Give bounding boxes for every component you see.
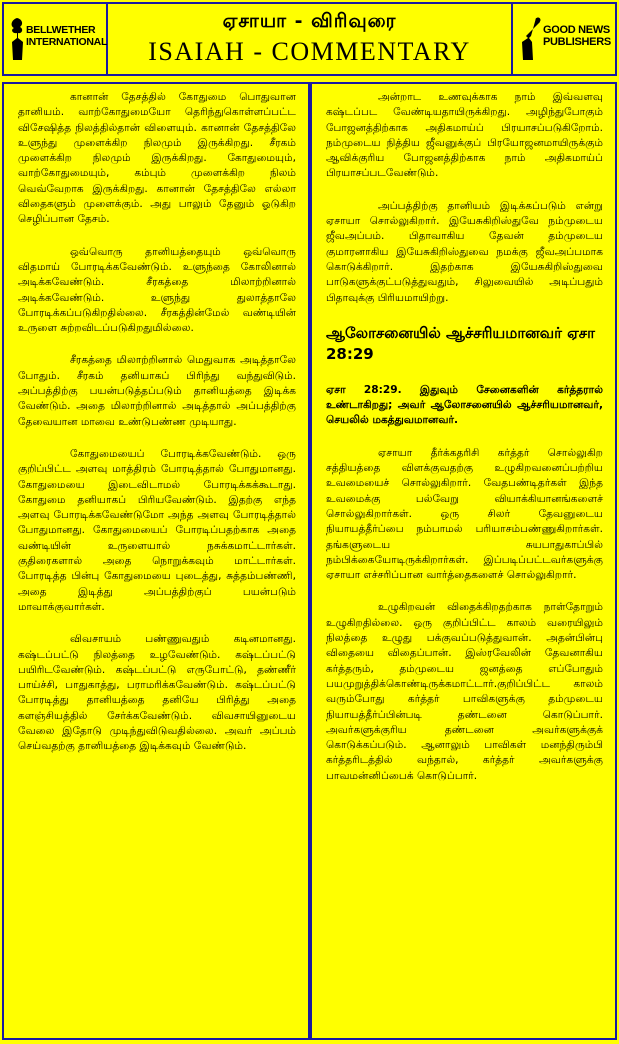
right-column	[310, 82, 617, 1040]
horn-icon	[516, 16, 542, 62]
page-header	[2, 2, 617, 76]
right-paragraph-2: அப்பத்திற்கு தானியம் இடிக்கப்படும் என்று ஏசாயா சொல்லுகிறார். இயேசுகிறிஸ்துவே நம்முடைய ஜீவஅப்பம். பிதாவாகிய தேவன் தம்முடைய குமாரனாகிய இயேசுகிறிஸ்துவை நமக்கு ஜீவஅப்பமாக கொடுக்கிறார். இதற்காக இயேசுகிறிஸ்துவை பாடுகளுக்குட்படுத்துவதும், சிலுவையில் அடிப்பதும் பிதாவுக்கு பிரியமாயிற்று.	[326, 199, 603, 304]
left-paragraph-1: கானான் தேசத்தில் கோதுமை பொதுவான தானியம். வாற்கோதுமையோ தெரிந்துகொள்ளப்பட்ட விசேஷித்த நிலத்தில்தான் விளையும். கானான் தேசத்திலே உளுந்து முளைக்கிற நிலமும் இருக்கிறது. சீரகம் முளைக்கிற நிலமும் இருக்கிறது. கோதுமையும், வாற்கோதுமையும், கம்பும் முளைக்கிற நிலம் வெவ்வேறாக இருக்கிறது. கானான் தேசத்திலே எல்லா விதைகளும் முளைக்கும். அது பாலும் தேனும் ஓடுகிற செழிப்பான தேசம்.	[18, 91, 296, 226]
logo-right-line1: GOOD NEWS	[543, 24, 610, 36]
logo-left-line2: INTERNATIONAL	[26, 36, 108, 48]
ram-icon	[7, 16, 27, 62]
left-paragraph-5: விவசாயம் பண்ணுவதும் கடினமானது. கஷ்டப்பட்டு நிலத்தை உழவேண்டும். கஷ்டப்பட்டு பயிரிடவேண்டும். கஷ்டப்பட்டு எருபோட்டு, தண்ணீர் பாய்ச்சி, பாதுகாத்து, பராமரிக்கவேண்டும். கஷ்டப்பட்டு போரடித்து தானியத்தை தனியே பிரித்து அதை களஞ்சியத்தில் சேர்க்கவேண்டும். விவசாயினுடைய வேலை இதோடு முடிந்துவிடுவதில்லை. அவர் அப்பம் செய்வதற்கு தானியத்தை இடிக்கவும் வேண்டும்.	[18, 633, 296, 753]
title-tamil: ஏசாயா - விரிவுரை	[222, 10, 397, 32]
bellwether-logo	[4, 4, 108, 74]
left-paragraph-2: ஒவ்வொரு தானியத்தையும் ஒவ்வொரு விதமாய் போரடிக்கவேண்டும். உளுந்தை கோலினால் அடிக்கவேண்டும். சீரகத்தை மிலாற்றினால் அடிக்கவேண்டும். உளுந்து துலாத்தாலே போரடிக்கப்படுகிறதில்லை. சீரகத்தின்மேல் வண்டியின் உருளை சுற்றவிடப்படுகிறதுமில்லை.	[18, 245, 296, 335]
left-paragraph-4: கோதுமையைப் போரடிக்கவேண்டும். ஒரு குறிப்பிட்ட அளவு மாத்திரம் போரடித்தால் போதுமானது. கோதுமையை இடைவிடாமல் போரடிக்கக்கூடாது. கோதுமை தனியாகப் பிரியவேண்டும். இதற்கு எந்த அளவு போரடிக்கவேண்டுமோ அந்த அளவு போரடித்தால் போதுமானது. கோதுமையைப் போரடிப்பதற்காக அதை வண்டியின் உருளையால் நசுக்கமாட்டார்கள். குதிரைகளால் அதை நொறுக்கவும் மாட்டார்கள். போரடித்த பின்பு கோதுமையை புடைத்து, சுத்தம்பண்ணி, அதை இடித்து அப்பத்திற்குப் பயன்படும் மாவாக்குவார்கள்.	[18, 447, 296, 613]
logo-left-text	[26, 24, 107, 48]
logo-right-text	[543, 24, 611, 48]
title-english: ISAIAH - COMMENTARY	[148, 37, 471, 66]
title-block	[108, 4, 511, 74]
logo-right-line2: PUBLISHERS	[543, 36, 611, 48]
right-paragraph-3: ஏசாயா தீர்க்கதரிசி கர்த்தர் சொல்லுகிற சத்தியத்தை விளக்குவதற்கு உழுகிறவனைப்பற்றிய உவமையைச் சொல்லுகிறார். வேதபண்டிதர்கள் இந்த உவமைக்கு பல்வேறு வியாக்கியானங்களைச் சொல்லுகிறார்கள். ஒரு சிலர் தேவனுடைய நியாயத்தீர்ப்பை நம்பாமல் பரியாசம்பண்ணுகிறார்கள். தங்களுடைய சுயபாதுகாப்பில் நம்பிக்கையோடிருக்கிறார்கள். இப்படிப்பட்டவர்களுக்கு ஏசாயா எச்சரிப்பான வார்த்தைகளைச் சொல்லுகிறார்.	[326, 446, 603, 582]
left-paragraph-3: சீரகத்தை மிலாற்றினால் மெதுவாக அடித்தாலே போதும். சீரகம் தனியாகப் பிரிந்து வந்துவிடும். அப்பத்திற்கு பயன்படுத்தப்படும் தானியத்தை இடிக்க வேண்டும். அதை மிலாற்றினால் அடித்தால் அப்பத்திற்கு தேவையான மாவை உண்டுபண்ண முடியாது.	[18, 354, 296, 428]
section-heading: ஆலோசனையில் ஆச்சரியமானவர் ஏசா 28:29	[326, 323, 595, 363]
right-paragraph-1: அன்றாட உணவுக்காக நாம் இவ்வளவு கஷ்டப்பட வேண்டியதாயிருக்கிறது. அழிந்துபோகும் போஜனத்திற்காக அதிகமாய்ப் பிரயாசப்படுகிறோம். நம்முடைய நித்திய ஜீவனுக்குப் பிரயோஜனமாயிருக்கும் ஆவிக்குரிய போஜனத்திற்காக நாம் அதிகமாய்ப் பிரயாசப்படவேண்டும்.	[326, 91, 603, 180]
left-column	[2, 82, 310, 1040]
scripture-lead: ஏசா 28:29. இதுவும் சேனைகளின் கர்த்தரால் உண்டாகிறது; அவர் ஆலோசனையில் ஆச்சரியமானவர், செயலில் மகத்துவமானவர்.	[326, 383, 603, 427]
logo-left-line1: BELLWETHER	[26, 24, 96, 36]
good-news-logo	[511, 4, 615, 74]
right-paragraph-4: உழுகிறவன் விதைக்கிறதற்காக நாள்தோறும் உழுகிறதில்லை. ஒரு குறிப்பிட்ட காலம் வரையிலும் நிலத்தை உழுது பக்குவப்படுத்துவான். அதன்பின்பு விதையை விதைப்பான். இஸ்ரவேலின் தேவனாகிய கர்த்தரும், தம்முடைய ஜனத்தை எப்போதும் பயமுறுத்திக்கொண்டிருக்கமாட்டார்.குறிப்பிட்ட காலம் வரும்போது கர்த்தர் பாவிகளுக்கு தம்முடைய நியாயத்தீர்ப்பின்படி தண்டனை கொடுப்பார். அவர்களுக்குரிய தண்டனை அவர்களுக்குக் கொடுக்கப்படும். ஆனாலும் பாவிகள் மனந்திரும்பி கர்த்தரிடத்தில் வந்தால், கர்த்தர் அவர்களுக்கு பாவமன்னிப்பைக் கொடுப்பார்.	[326, 601, 603, 782]
